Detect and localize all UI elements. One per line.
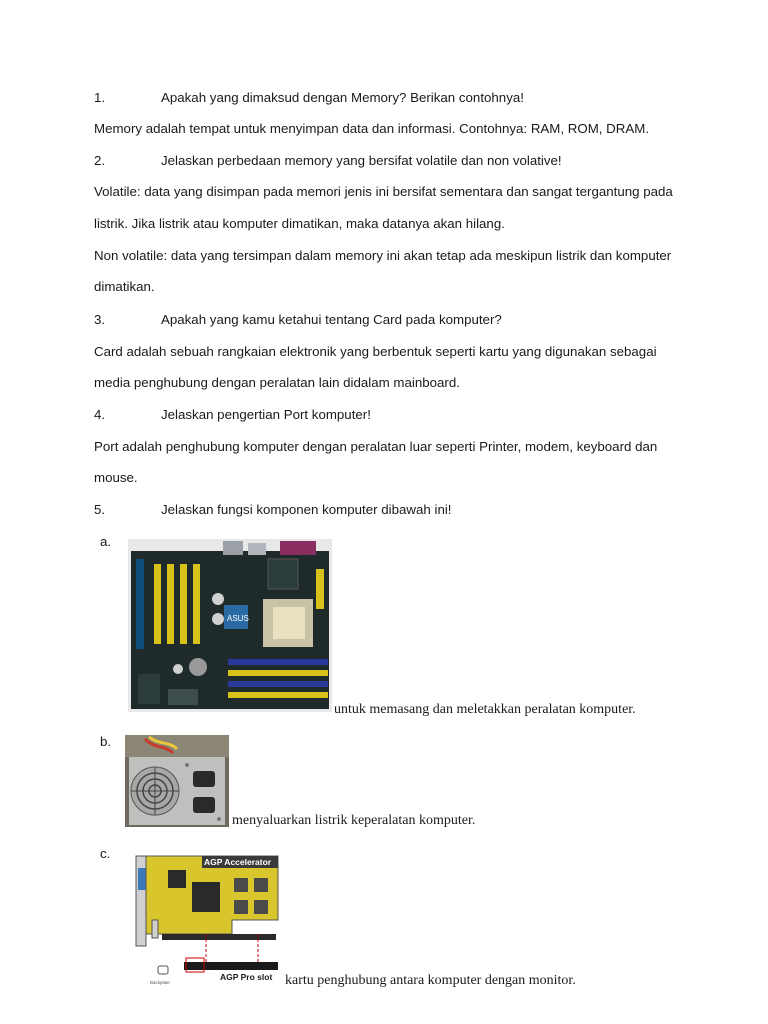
- question-3-number: 3.: [94, 312, 106, 327]
- question-3-text: Apakah yang kamu ketahui tentang Card pada komputer?: [161, 312, 502, 327]
- item-c-caption: kartu penghubung antara komputer dengan monitor.: [285, 973, 576, 988]
- agp-card-image: [132, 850, 282, 988]
- question-2-text: Jelaskan perbedaan memory yang bersifat volatile dan non volative!: [161, 153, 562, 168]
- answer-2-line-1: Volatile: data yang disimpan pada memori jenis ini bersifat sementara dan sangat tergantung pada: [94, 184, 673, 199]
- answer-3-line-1: Card adalah sebuah rangkaian elektronik yang berbentuk seperti kartu yang digunakan sebagai: [94, 344, 657, 359]
- answer-1: Memory adalah tempat untuk menyimpan data dan informasi. Contohnya: RAM, ROM, DRAM.: [94, 121, 650, 136]
- item-c-letter: c.: [100, 846, 111, 861]
- question-4-text: Jelaskan pengertian Port komputer!: [161, 407, 371, 422]
- agp-slot-label: AGP Pro slot: [220, 972, 273, 982]
- question-1-text: Apakah yang dimaksud dengan Memory? Berikan contohnya!: [161, 90, 524, 105]
- power-supply-image: [125, 735, 229, 827]
- item-b-letter: b.: [100, 734, 112, 749]
- answer-4-line-1: Port adalah penghubung komputer dengan peralatan luar seperti Printer, modem, keyboard dan: [94, 439, 658, 454]
- item-b-caption: menyaluarkan listrik keperalatan komputer.: [232, 813, 476, 828]
- answer-2-line-2: listrik. Jika listrik atau komputer dimatikan, maka datanya akan hilang.: [94, 216, 505, 231]
- question-5-number: 5.: [94, 502, 106, 517]
- question-4-number: 4.: [94, 407, 106, 422]
- item-a-letter: a.: [100, 534, 112, 549]
- answer-4-line-2: mouse.: [94, 470, 138, 485]
- item-a-caption: untuk memasang dan meletakkan peralatan komputer.: [334, 702, 636, 717]
- answer-2-line-3: Non volatile: data yang tersimpan dalam memory ini akan tetap ada meskipun listrik dan komputer: [94, 248, 672, 263]
- agp-title: AGP Accelerator: [204, 857, 272, 867]
- question-1-number: 1.: [94, 90, 106, 105]
- motherboard-image: [128, 539, 332, 712]
- question-5-text: Jelaskan fungsi komponen komputer dibawah ini!: [161, 502, 452, 517]
- answer-2-line-4: dimatikan.: [94, 279, 155, 294]
- question-2-number: 2.: [94, 153, 106, 168]
- svg-text:ASUS: ASUS: [227, 614, 249, 623]
- answer-3-line-2: media penghubung dengan peralatan lain didalam mainboard.: [94, 375, 460, 390]
- agp-backplate-label: Backplate: [150, 980, 170, 985]
